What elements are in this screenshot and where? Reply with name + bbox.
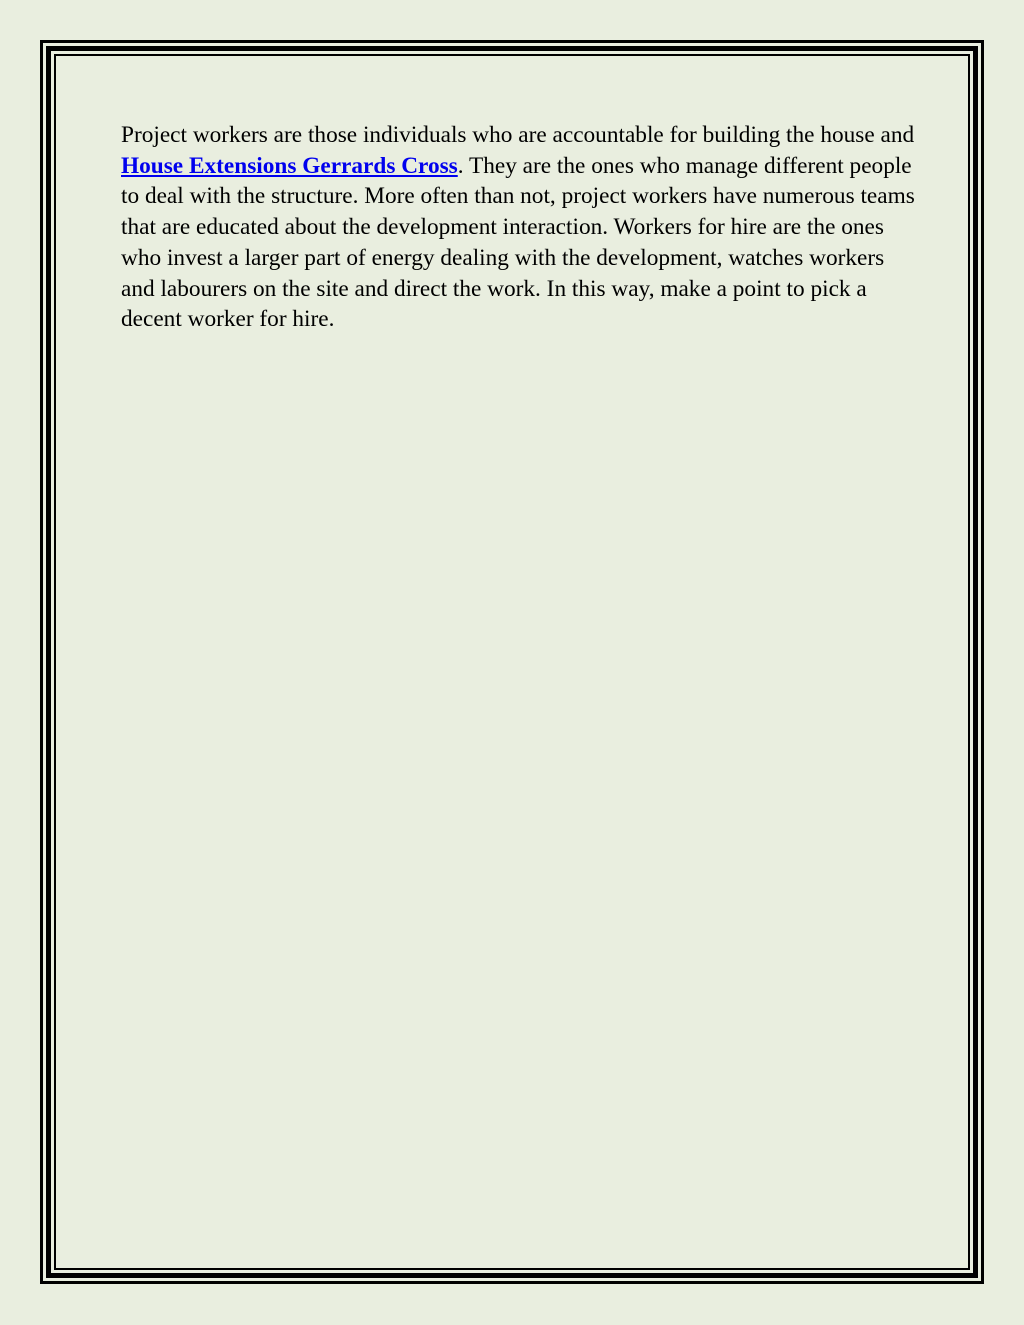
paragraph <box>121 120 921 335</box>
body-text <box>121 120 921 335</box>
paragraph-text-end: . They are the ones who manage different people to deal with the structure. More often than not, project workers have numerous teams that are educated about the development interaction. Workers for hire are the ones who invest a larger part of energy dealing with the development, watches workers and labourers on the site and direct the work. In this way, make a point to pick a decent worker for hire. <box>121 152 915 333</box>
house-extensions-link[interactable]: House Extensions Gerrards Cross <box>121 152 458 179</box>
paragraph-text-start: Project workers are those individuals who are accountable for building the house and <box>121 122 915 148</box>
